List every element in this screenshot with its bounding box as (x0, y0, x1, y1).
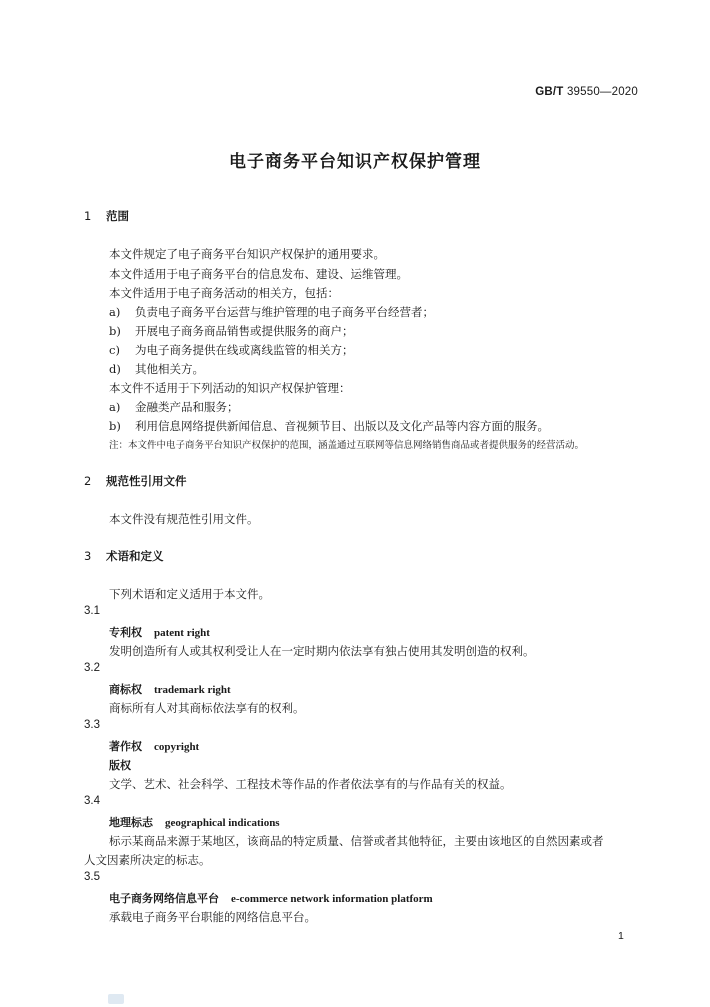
list-item: b) 利用信息网络提供新闻信息、音视频节目、出版以及文化产品等内容方面的服务。 (109, 419, 549, 433)
page-number: 1 (618, 930, 624, 942)
term-heading: 著作权 copyright (109, 740, 200, 753)
section-1-heading: 1 范围 (84, 209, 129, 223)
term-definition: 商标所有人对其商标依法享有的权利。 (109, 701, 305, 715)
section-3-heading: 3 术语和定义 (84, 549, 164, 563)
paragraph: 本文件没有规范性引用文件。 (109, 512, 259, 526)
standard-code: GB/T 39550—2020 (535, 86, 638, 98)
term-definition-continued: 人文因素所决定的标志。 (84, 853, 211, 867)
term-definition: 承载电子商务平台职能的网络信息平台。 (109, 910, 316, 924)
term-heading: 专利权 patent right (109, 626, 210, 639)
document-title: 电子商务平台知识产权保护管理 (229, 152, 481, 172)
paragraph: 本文件规定了电子商务平台知识产权保护的通用要求。 (109, 247, 385, 261)
term-number: 3.1 (84, 605, 100, 617)
term-number: 3.2 (84, 662, 100, 674)
paragraph: 本文件适用于电子商务活动的相关方，包括： (109, 286, 339, 300)
term-definition: 标示某商品来源于某地区，该商品的特定质量、信誉或者其他特征，主要由该地区的自然因素或者 (109, 834, 604, 848)
term-alternative: 版权 (109, 759, 131, 772)
term-number: 3.4 (84, 795, 100, 807)
term-definition: 发明创造所有人或其权利受让人在一定时期内依法享有独占使用其发明创造的权利。 (109, 644, 535, 658)
term-definition: 文学、艺术、社会科学、工程技术等作品的作者依法享有的与作品有关的权益。 (109, 777, 512, 791)
term-heading: 电子商务网络信息平台 e-commerce network information platform (109, 892, 433, 905)
paragraph: 本文件适用于电子商务平台的信息发布、建设、运维管理。 (109, 267, 408, 281)
list-item: a) 负责电子商务平台运营与维护管理的电子商务平台经营者； (109, 305, 434, 319)
term-number: 3.5 (84, 871, 100, 883)
term-number: 3.3 (84, 719, 100, 731)
term-heading: 商标权 trademark right (109, 683, 231, 696)
list-item: b) 开展电子商务商品销售或提供服务的商户； (109, 324, 354, 338)
note: 注：本文件中电子商务平台知识产权保护的范围，涵盖通过互联网等信息网络销售商品或者提供服务的经营活动。 (109, 440, 585, 451)
list-item: c) 为电子商务提供在线或离线监管的相关方； (109, 343, 354, 357)
paragraph: 下列术语和定义适用于本文件。 (109, 587, 270, 601)
list-item: d) 其他相关方。 (109, 362, 204, 376)
watermark-mark (108, 994, 124, 1004)
list-item: a) 金融类产品和服务； (109, 400, 239, 414)
section-2-heading: 2 规范性引用文件 (84, 474, 187, 488)
term-heading: 地理标志 geographical indications (109, 816, 280, 829)
paragraph: 本文件不适用于下列活动的知识产权保护管理： (109, 381, 351, 395)
